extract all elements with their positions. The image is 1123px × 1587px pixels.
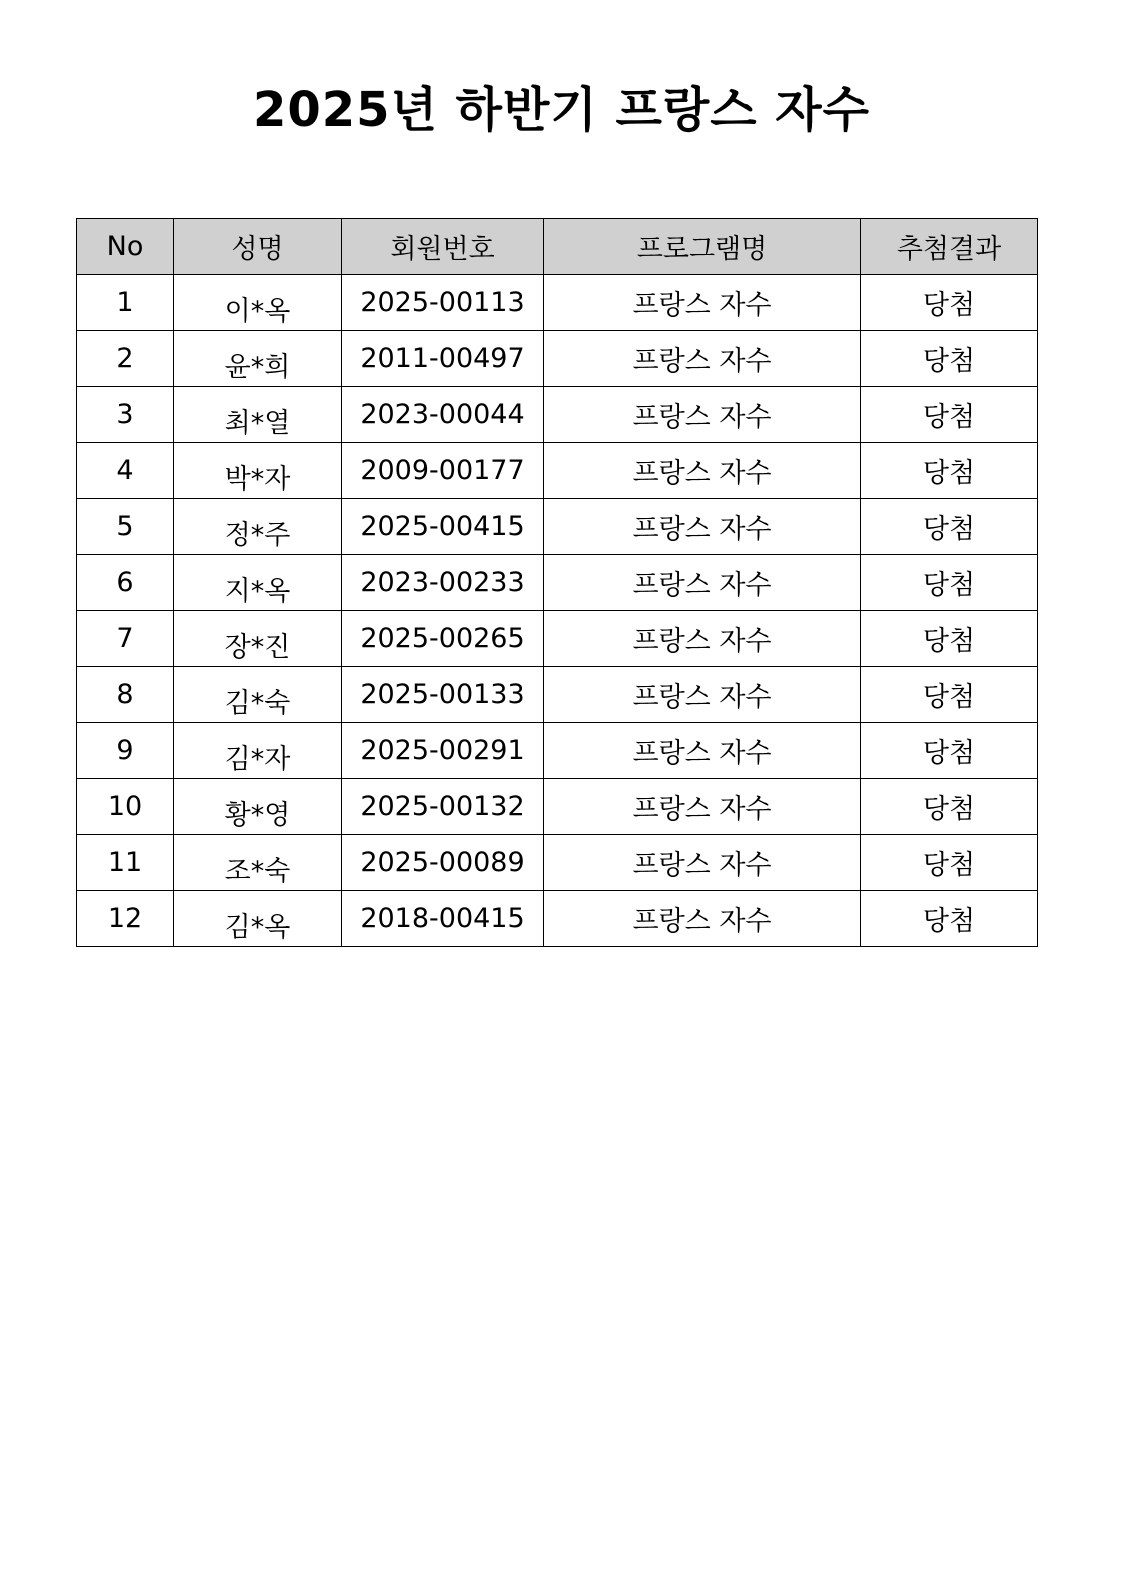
cell-program: 프랑스 자수 bbox=[544, 723, 861, 779]
cell-result: 당첨 bbox=[861, 275, 1038, 331]
table-row bbox=[77, 555, 1038, 611]
cell-no: 10 bbox=[77, 779, 174, 835]
cell-name bbox=[174, 611, 342, 667]
cell-name-text: 김*옥 bbox=[224, 912, 291, 943]
cell-member-id: 2025-00265 bbox=[342, 611, 544, 667]
cell-program: 프랑스 자수 bbox=[544, 891, 861, 947]
table-row bbox=[77, 499, 1038, 555]
cell-program: 프랑스 자수 bbox=[544, 555, 861, 611]
cell-name bbox=[174, 387, 342, 443]
header-no: No bbox=[77, 219, 174, 275]
cell-name bbox=[174, 723, 342, 779]
cell-no: 1 bbox=[77, 275, 174, 331]
cell-name bbox=[174, 275, 342, 331]
cell-no: 2 bbox=[77, 331, 174, 387]
cell-result: 당첨 bbox=[861, 779, 1038, 835]
cell-member-id: 2025-00133 bbox=[342, 667, 544, 723]
cell-name bbox=[174, 667, 342, 723]
cell-program: 프랑스 자수 bbox=[544, 331, 861, 387]
cell-member-id: 2011-00497 bbox=[342, 331, 544, 387]
cell-no: 7 bbox=[77, 611, 174, 667]
cell-name-text: 장*진 bbox=[224, 632, 291, 663]
cell-member-id: 2023-00233 bbox=[342, 555, 544, 611]
cell-name-text: 정*주 bbox=[224, 520, 291, 551]
table-row bbox=[77, 387, 1038, 443]
cell-no: 3 bbox=[77, 387, 174, 443]
cell-result: 당첨 bbox=[861, 499, 1038, 555]
cell-result: 당첨 bbox=[861, 835, 1038, 891]
cell-name bbox=[174, 443, 342, 499]
cell-result: 당첨 bbox=[861, 331, 1038, 387]
cell-member-id: 2025-00415 bbox=[342, 499, 544, 555]
cell-name bbox=[174, 499, 342, 555]
cell-result: 당첨 bbox=[861, 387, 1038, 443]
table-row bbox=[77, 443, 1038, 499]
cell-program: 프랑스 자수 bbox=[544, 443, 861, 499]
cell-result: 당첨 bbox=[861, 555, 1038, 611]
cell-result: 당첨 bbox=[861, 723, 1038, 779]
cell-no: 11 bbox=[77, 835, 174, 891]
cell-no: 5 bbox=[77, 499, 174, 555]
cell-no: 6 bbox=[77, 555, 174, 611]
cell-name-text: 김*숙 bbox=[224, 688, 291, 719]
cell-name-text: 윤*희 bbox=[224, 352, 291, 383]
cell-program: 프랑스 자수 bbox=[544, 835, 861, 891]
table-row bbox=[77, 611, 1038, 667]
header-program: 프로그램명 bbox=[544, 219, 861, 275]
table-row bbox=[77, 331, 1038, 387]
cell-no: 8 bbox=[77, 667, 174, 723]
cell-name bbox=[174, 779, 342, 835]
header-result: 추첨결과 bbox=[861, 219, 1038, 275]
cell-name-text: 박*자 bbox=[224, 464, 291, 495]
cell-member-id: 2025-00113 bbox=[342, 275, 544, 331]
header-member-id: 회원번호 bbox=[342, 219, 544, 275]
cell-name-text: 조*숙 bbox=[224, 856, 291, 887]
cell-member-id: 2009-00177 bbox=[342, 443, 544, 499]
cell-name bbox=[174, 331, 342, 387]
cell-program: 프랑스 자수 bbox=[544, 779, 861, 835]
cell-no: 12 bbox=[77, 891, 174, 947]
cell-name bbox=[174, 835, 342, 891]
table-header-row bbox=[77, 219, 1038, 275]
cell-result: 당첨 bbox=[861, 891, 1038, 947]
cell-program: 프랑스 자수 bbox=[544, 667, 861, 723]
cell-name-text: 지*옥 bbox=[224, 576, 291, 607]
cell-program: 프랑스 자수 bbox=[544, 611, 861, 667]
cell-result: 당첨 bbox=[861, 611, 1038, 667]
table-row bbox=[77, 723, 1038, 779]
cell-name-text: 김*자 bbox=[224, 744, 291, 775]
page-title: 2025년 하반기 프랑스 자수 bbox=[252, 82, 871, 138]
cell-result: 당첨 bbox=[861, 443, 1038, 499]
table-row bbox=[77, 275, 1038, 331]
cell-member-id: 2025-00089 bbox=[342, 835, 544, 891]
cell-name bbox=[174, 891, 342, 947]
table-row bbox=[77, 779, 1038, 835]
cell-program: 프랑스 자수 bbox=[544, 387, 861, 443]
cell-program: 프랑스 자수 bbox=[544, 499, 861, 555]
cell-name-text: 황*영 bbox=[224, 800, 291, 831]
cell-member-id: 2025-00291 bbox=[342, 723, 544, 779]
cell-result: 당첨 bbox=[861, 667, 1038, 723]
cell-name-text: 이*옥 bbox=[224, 296, 291, 327]
table-row bbox=[77, 891, 1038, 947]
header-name: 성명 bbox=[174, 219, 342, 275]
cell-member-id: 2025-00132 bbox=[342, 779, 544, 835]
cell-name bbox=[174, 555, 342, 611]
cell-no: 9 bbox=[77, 723, 174, 779]
cell-member-id: 2018-00415 bbox=[342, 891, 544, 947]
cell-member-id: 2023-00044 bbox=[342, 387, 544, 443]
cell-no: 4 bbox=[77, 443, 174, 499]
lottery-result-table bbox=[76, 218, 1038, 947]
cell-name-text: 최*열 bbox=[224, 408, 291, 439]
cell-program: 프랑스 자수 bbox=[544, 275, 861, 331]
table-row bbox=[77, 835, 1038, 891]
table-row bbox=[77, 667, 1038, 723]
